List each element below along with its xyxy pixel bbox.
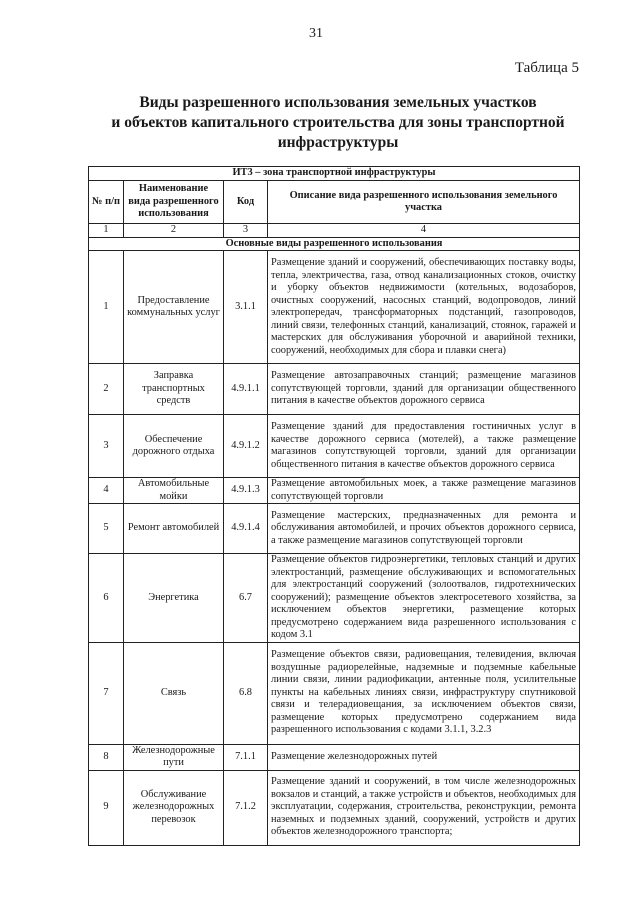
section-title: Основные виды разрешенного использования bbox=[89, 237, 580, 251]
column-index: 4 bbox=[268, 224, 580, 238]
row-number: 6 bbox=[89, 554, 124, 643]
row-number: 8 bbox=[89, 744, 124, 770]
row-code: 7.1.1 bbox=[224, 744, 268, 770]
row-number: 5 bbox=[89, 504, 124, 554]
row-number: 4 bbox=[89, 478, 124, 504]
row-name: Обслуживание железнодорожных перевозок bbox=[124, 770, 224, 845]
row-number: 7 bbox=[89, 642, 124, 744]
table-row bbox=[89, 744, 580, 770]
row-number: 2 bbox=[89, 364, 124, 415]
row-code: 4.9.1.4 bbox=[224, 504, 268, 554]
row-description: Размещение зданий и сооружений, обеспечивающих поставку воды, тепла, электричества, газа, отвод канализационных стоков, очистку и уборку объектов недвижимости (котельных, водозаборов, очистных сооружений, насосных станций, водопроводов, линий электропередач, трансформаторных подстанций, газопроводов, линий связи, телефонных станций, канализаций, стоянок, гаражей и мастерских для обслуживания уборочной и аварийной техники, сооружений, необходимых для сбора и плавки снега) bbox=[268, 251, 580, 364]
row-number: 3 bbox=[89, 415, 124, 478]
row-code: 4.9.1.2 bbox=[224, 415, 268, 478]
document-title bbox=[88, 93, 588, 153]
title-line: инфраструктуры bbox=[277, 134, 399, 151]
row-name: Железнодорожные пути bbox=[124, 744, 224, 770]
land-use-table bbox=[88, 166, 580, 846]
table-label: Таблица 5 bbox=[514, 60, 579, 76]
column-index: 2 bbox=[124, 224, 224, 238]
table-row bbox=[89, 770, 580, 845]
row-description: Размещение объектов связи, радиовещания, телевидения, включая воздушные радиорелейные, надземные и подземные кабельные линии связи, линии радиофикации, антенные поля, усилительные пункты на кабельных линиях связи, инфраструктуру спутниковой связи и телерадиовещания, за исключением объектов связи, размещение которых предусмотрено содержанием вида разрешенного использования с кодами 3.1.1, 3.2.3 bbox=[268, 642, 580, 744]
row-description: Размещение зданий для предоставления гостиничных услуг в качестве дорожного сервиса (мотелей), а также размещение магазинов сопутствующей торговли, зданий для организации общественного питания в качестве объектов дорожного сервиса bbox=[268, 415, 580, 478]
row-name: Заправка транспортных средств bbox=[124, 364, 224, 415]
table-row bbox=[89, 504, 580, 554]
row-name: Ремонт автомобилей bbox=[124, 504, 224, 554]
table-row bbox=[89, 642, 580, 744]
table-row bbox=[89, 554, 580, 643]
column-header-description: Описание вида разрешенного использования земельного участка bbox=[268, 181, 580, 224]
row-name: Обеспечение дорожного отдыха bbox=[124, 415, 224, 478]
row-code: 3.1.1 bbox=[224, 251, 268, 364]
row-description: Размещение зданий и сооружений, в том числе железнодорожных вокзалов и станций, а также устройств и объектов, необходимых для эксплуатации, содержания, строительства, реконструкции, ремонта наземных и подземных зданий, сооружений, устройств и других объектов железнодорожного транспорта; bbox=[268, 770, 580, 845]
column-header-name: Наименование вида разрешенного использования bbox=[124, 181, 224, 224]
row-code: 4.9.1.3 bbox=[224, 478, 268, 504]
row-code: 6.8 bbox=[224, 642, 268, 744]
row-name: Связь bbox=[124, 642, 224, 744]
column-header-code: Код bbox=[224, 181, 268, 224]
row-name: Предоставление коммунальных услуг bbox=[124, 251, 224, 364]
column-index: 1 bbox=[89, 224, 124, 238]
row-description: Размещение автомобильных моек, а также размещение магазинов сопутствующей торговли bbox=[268, 478, 580, 504]
table-row bbox=[89, 478, 580, 504]
column-header-number: № п/п bbox=[89, 181, 124, 224]
title-line: Виды разрешенного использования земельных участков bbox=[139, 94, 537, 111]
row-code: 6.7 bbox=[224, 554, 268, 643]
row-description: Размещение объектов гидроэнергетики, тепловых станций и других электростанций, размещение обслуживающих и вспомогательных для электростанций сооружений (золоотвалов, гидротехнических сооружений); размещение объектов электросетевого хозяйства, за исключением объектов энергетики, размещение которых предусмотрено содержанием вида разрешенного использования с кодом 3.1 bbox=[268, 554, 580, 643]
zone-header: ИТ3 – зона транспортной инфраструктуры bbox=[89, 167, 580, 181]
row-code: 7.1.2 bbox=[224, 770, 268, 845]
table-row bbox=[89, 251, 580, 364]
table-row bbox=[89, 415, 580, 478]
row-code: 4.9.1.1 bbox=[224, 364, 268, 415]
title-line: и объектов капитального строительства для зоны транспортной bbox=[111, 114, 565, 131]
row-description: Размещение автозаправочных станций; размещение магазинов сопутствующей торговли, зданий для организации общественного питания в качестве объектов дорожного сервиса bbox=[268, 364, 580, 415]
row-number: 9 bbox=[89, 770, 124, 845]
page-number: 31 bbox=[309, 26, 323, 41]
row-name: Энергетика bbox=[124, 554, 224, 643]
row-name: Автомобильные мойки bbox=[124, 478, 224, 504]
row-description: Размещение железнодорожных путей bbox=[268, 744, 580, 770]
table-row bbox=[89, 364, 580, 415]
row-number: 1 bbox=[89, 251, 124, 364]
column-index: 3 bbox=[224, 224, 268, 238]
row-description: Размещение мастерских, предназначенных для ремонта и обслуживания автомобилей, и прочих объектов дорожного сервиса, а также размещение магазинов сопутствующей торговли bbox=[268, 504, 580, 554]
